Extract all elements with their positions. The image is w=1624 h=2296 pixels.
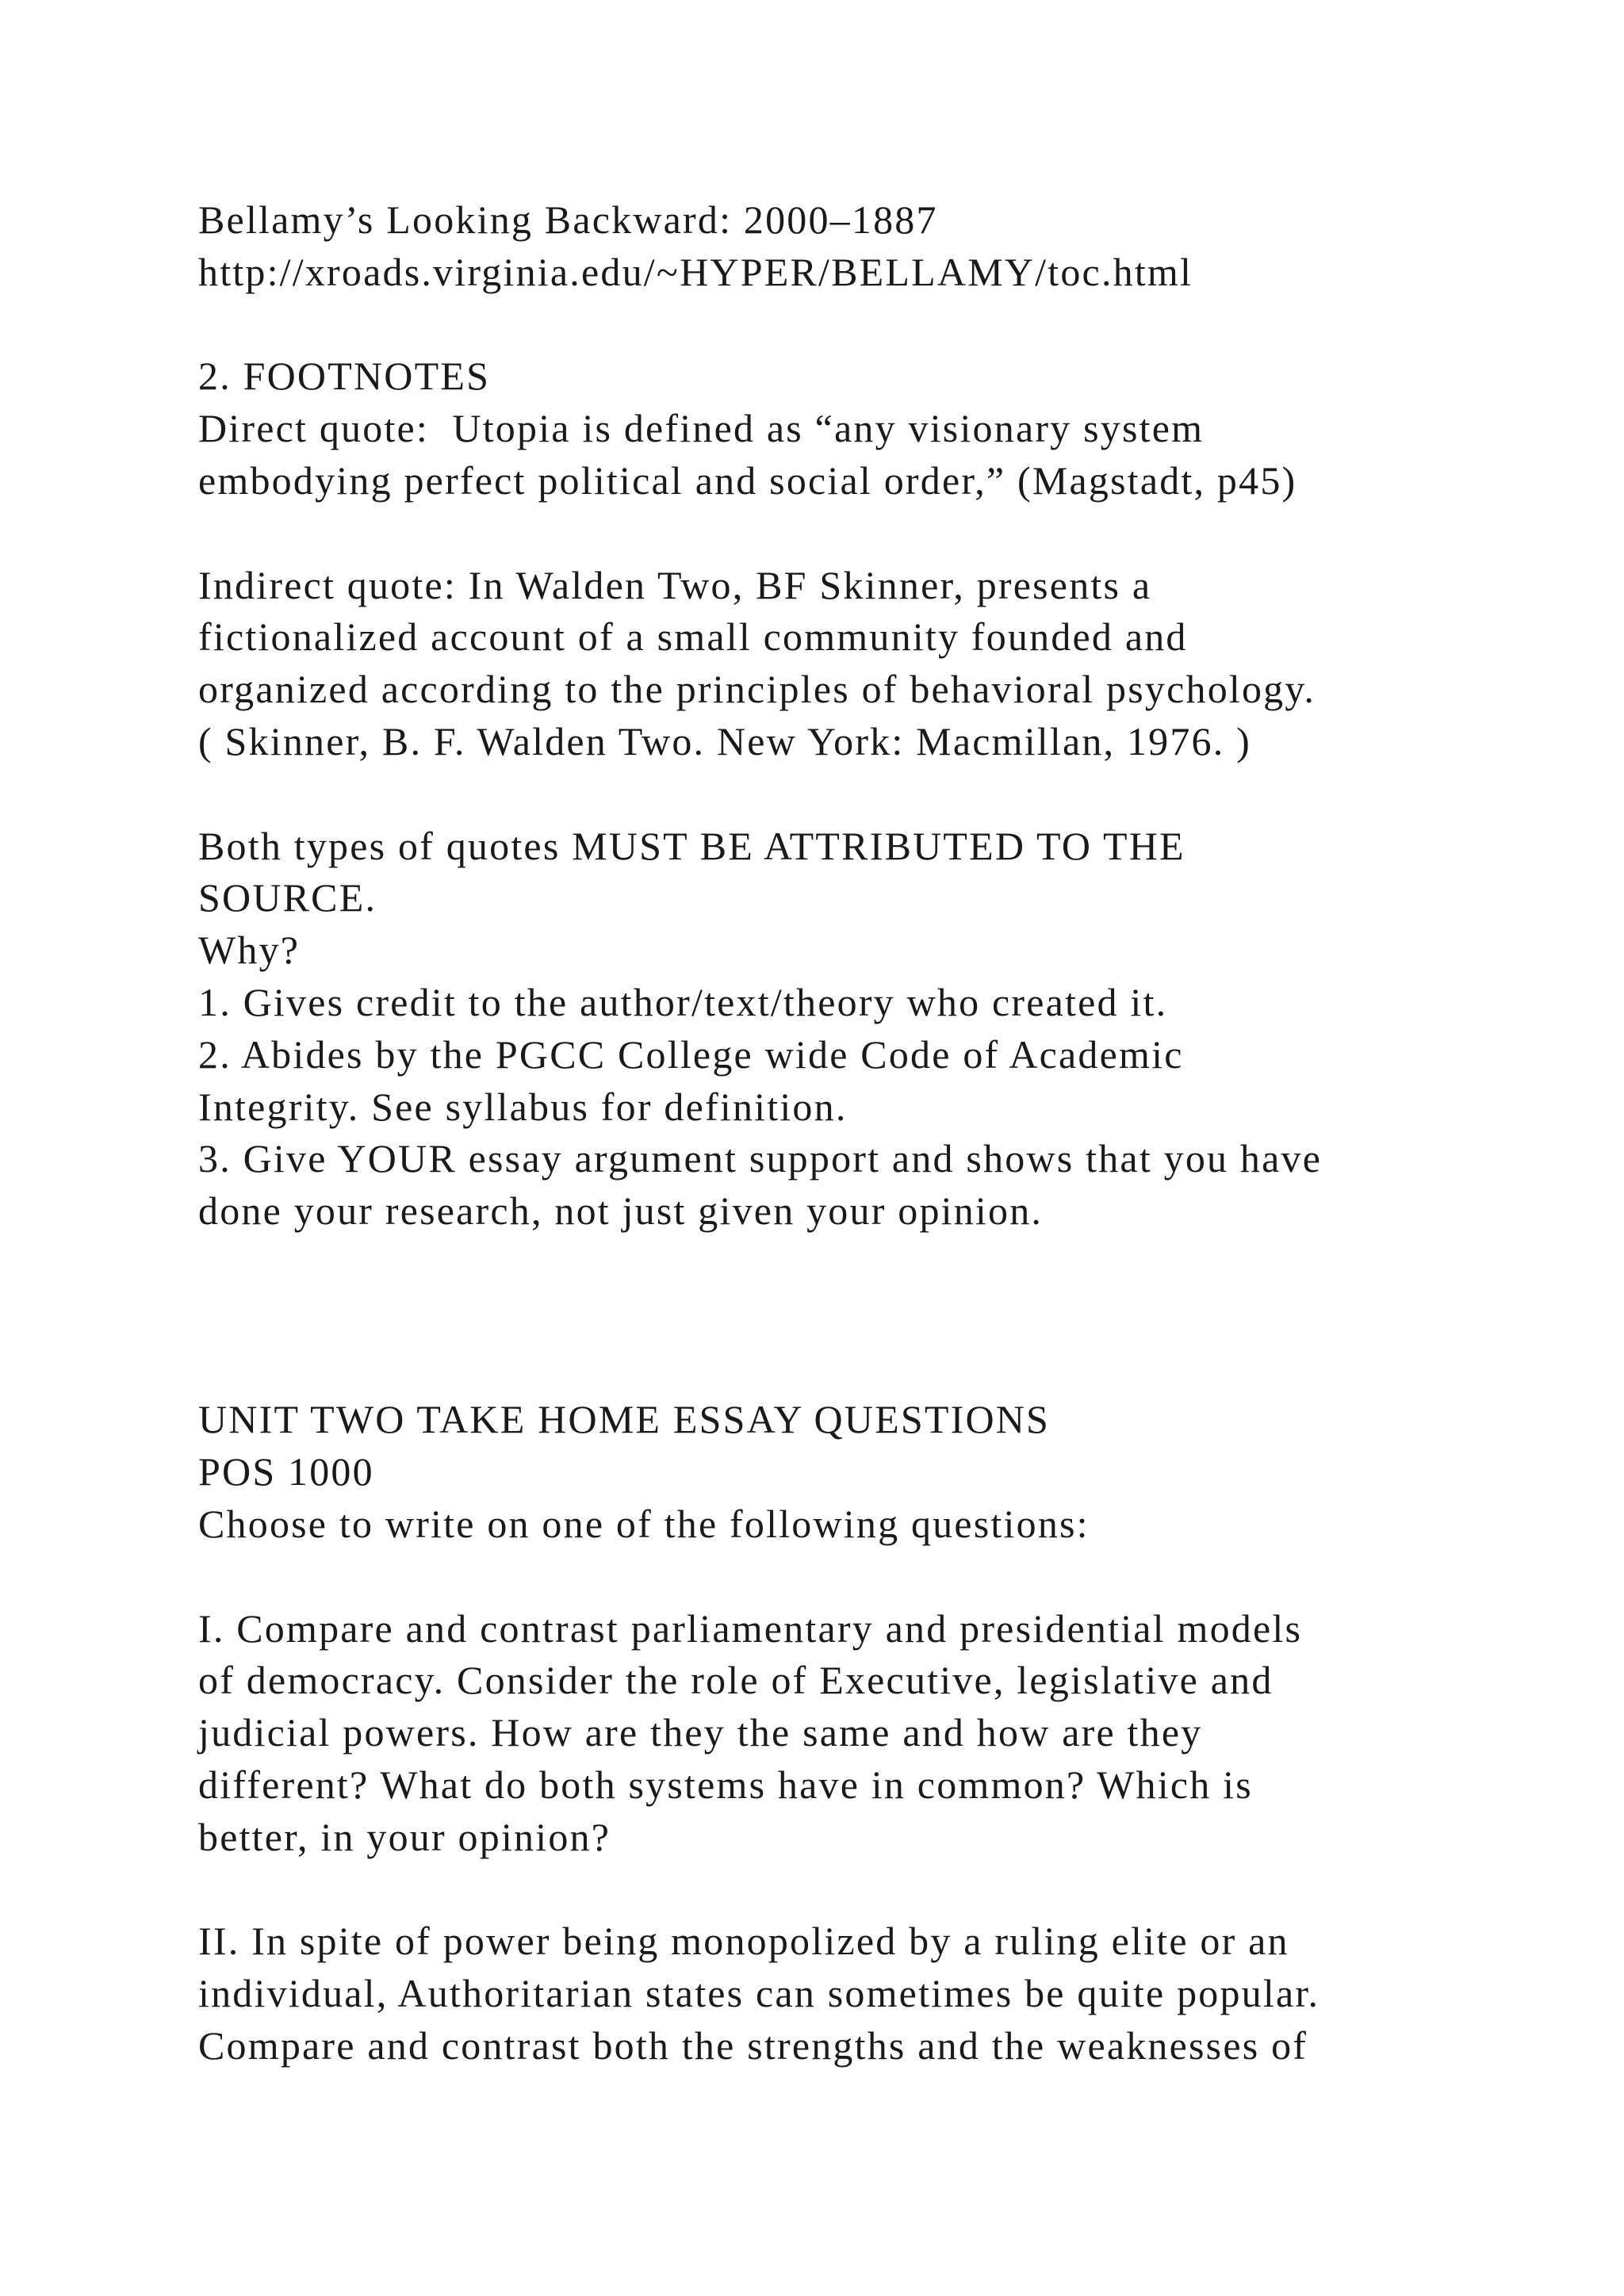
question-two-line: II. In spite of power being monopolized by a ruling elite or an: [198, 1919, 1289, 1964]
instructions: Choose to write on one of the following questions:: [198, 1501, 1090, 1546]
indirect-quote-citation: ( Skinner, B. F. Walden Two. New York: Macmillan, 1976. ): [198, 718, 1252, 763]
question-one-line: judicial powers. How are they the same and how are they: [198, 1710, 1203, 1755]
course-code: POS 1000: [198, 1449, 374, 1494]
spacer: [198, 768, 1546, 821]
direct-quote-line: embodying perfect political and social order,” (Magstadt, p45): [198, 457, 1297, 503]
question-one-line: better, in your opinion?: [198, 1814, 611, 1859]
spacer: [198, 1342, 1546, 1395]
attribution-line: SOURCE.: [198, 875, 377, 920]
question-two-line: Compare and contrast both the strengths and the weaknesses of: [198, 2022, 1308, 2068]
attribution-reason: Integrity. See syllabus for definition.: [198, 1084, 848, 1129]
question-one-line: of democracy. Consider the role of Executive, legislative and: [198, 1658, 1274, 1703]
spacer: [198, 1290, 1546, 1342]
question-one-line: I. Compare and contrast parliamentary and presidential models: [198, 1605, 1303, 1651]
attribution-reason: 3. Give YOUR essay argument support and shows that you have: [198, 1136, 1323, 1181]
spacer: [198, 1864, 1546, 1916]
attribution-line: Both types of quotes MUST BE ATTRIBUTED TO THE: [198, 823, 1185, 868]
question-one-line: different? What do both systems have in common? Which is: [198, 1762, 1253, 1807]
footnotes-heading: 2. FOOTNOTES: [198, 354, 491, 399]
attribution-reason: 2. Abides by the PGCC College wide Code of Academic: [198, 1031, 1184, 1077]
spacer: [198, 507, 1546, 560]
spacer: [198, 299, 1546, 351]
attribution-reason: done your research, not just given your opinion.: [198, 1188, 1044, 1234]
attribution-reason: 1. Gives credit to the author/text/theory who created it.: [198, 979, 1168, 1024]
spacer: [198, 1551, 1546, 1603]
indirect-quote-line: organized according to the principles of behavioral psychology.: [198, 667, 1316, 712]
source-url: http://xroads.virginia.edu/~HYPER/BELLAMY/toc.html: [198, 249, 1193, 294]
document-body: [198, 194, 1546, 2072]
unit-heading: UNIT TWO TAKE HOME ESSAY QUESTIONS: [198, 1397, 1051, 1442]
attribution-question: Why?: [198, 928, 301, 973]
indirect-quote-line: fictionalized account of a small community founded and: [198, 614, 1188, 660]
question-two-line: individual, Authoritarian states can sometimes be quite popular.: [198, 1971, 1320, 2016]
spacer: [198, 1238, 1546, 1290]
direct-quote-line: Direct quote: Utopia is defined as “any visionary system: [198, 406, 1205, 451]
source-heading: Bellamy’s Looking Backward: 2000–1887: [198, 197, 938, 242]
indirect-quote-line: Indirect quote: In Walden Two, BF Skinner, presents a: [198, 562, 1152, 607]
